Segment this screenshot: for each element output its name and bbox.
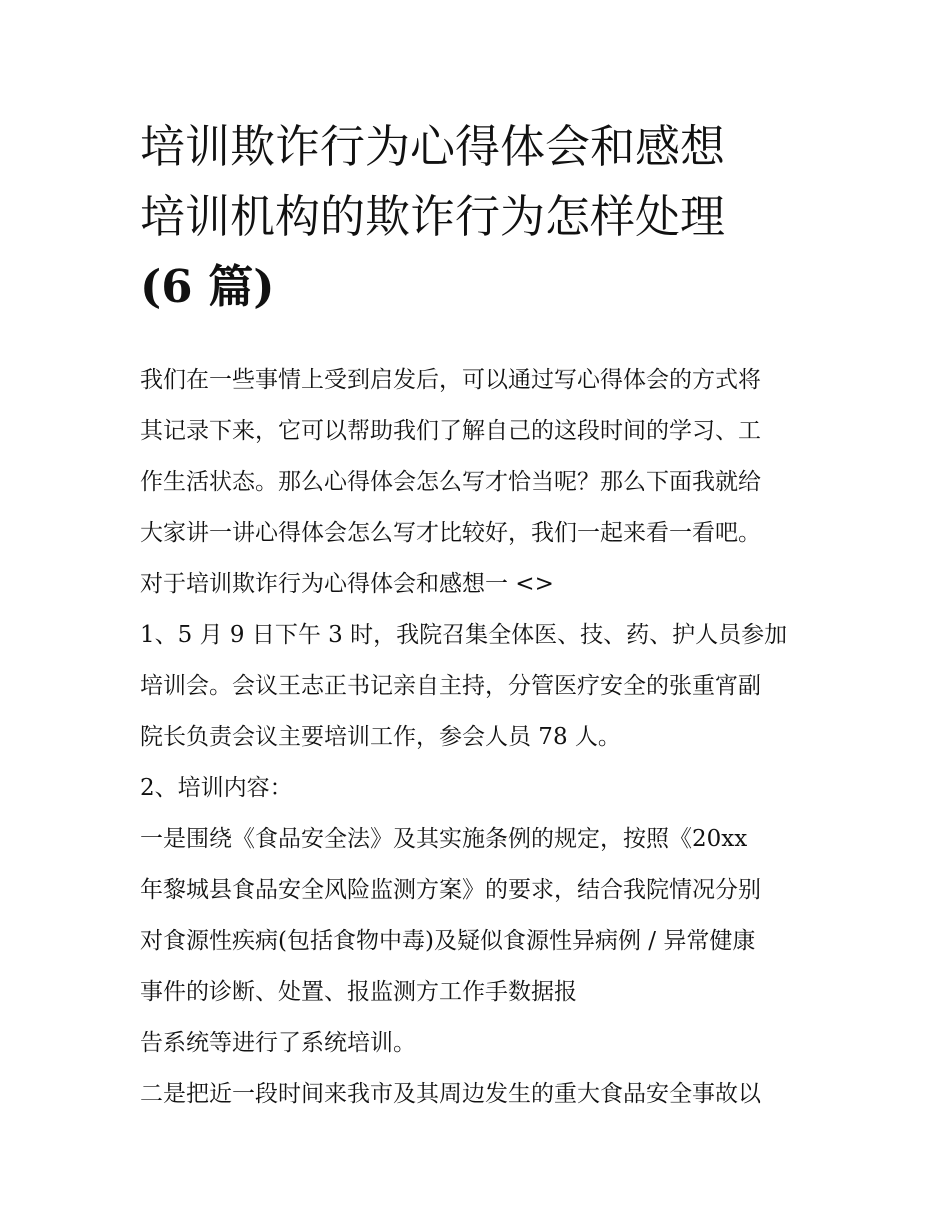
document-title [140, 112, 820, 322]
document-body [140, 355, 830, 1120]
body-line: 告系统等进行了系统培训。 [140, 1030, 416, 1056]
body-line: 二是把近一段时间来我市及其周边发生的重大食品安全事故以 [140, 1081, 761, 1107]
body-line: 事件的诊断、处置、报监测方工作手数据报 [140, 979, 577, 1005]
title-line: 培训欺诈行为心得体会和感想 [140, 120, 726, 173]
body-line: 对食源性疾病(包括食物中毒)及疑似食源性异病例 / 异常健康 [140, 928, 756, 954]
body-line: 我们在一些事情上受到启发后，可以通过写心得体会的方式将 [140, 367, 761, 393]
body-line: 一是围绕《食品安全法》及其实施条例的规定，按照《20xx [140, 826, 748, 852]
body-line: 年黎城县食品安全风险监测方案》的要求，结合我院情况分别 [140, 877, 761, 903]
title-line: 培训机构的欺诈行为怎样处理 [140, 190, 726, 243]
body-line: 2、培训内容： [140, 775, 293, 801]
title-line: (6 篇) [140, 260, 275, 313]
section-heading: 对于培训欺诈行为心得体会和感想一 <> [140, 571, 554, 597]
body-line: 院长负责会议主要培训工作，参会人员 78 人。 [140, 724, 621, 750]
body-line: 其记录下来，它可以帮助我们了解自己的这段时间的学习、工 [140, 418, 761, 444]
body-line: 1、5 月 9 日下午 3 时，我院召集全体医、技、药、护人员参加 [140, 622, 788, 648]
body-line: 作生活状态。那么心得体会怎么写才恰当呢？那么下面我就给 [140, 469, 761, 495]
body-line: 大家讲一讲心得体会怎么写才比较好，我们一起来看一看吧。 [140, 520, 761, 546]
body-line: 培训会。会议王志正书记亲自主持，分管医疗安全的张重宵副 [140, 673, 761, 699]
